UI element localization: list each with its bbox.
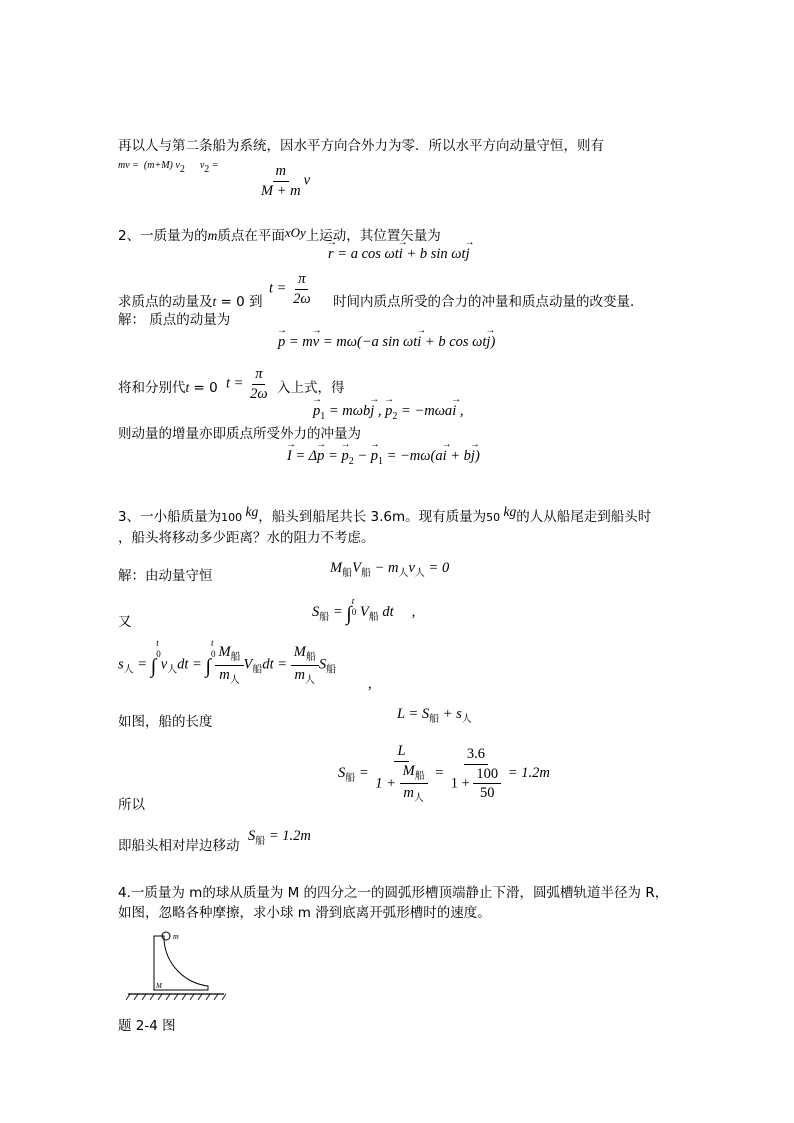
label-M: M	[156, 982, 162, 990]
equation-final: $S_船 = 1.2m$	[248, 828, 311, 847]
problem-3-line2: ，船头将移动多少距离？水的阻力不考虑。	[118, 530, 375, 546]
equation-p1-p2: → $p_1 = m\omega b\to j$ , → $p_2 = -m\omega a\to i$ ,	[313, 403, 463, 423]
problem-2-substitute: 将和分别代t = 0	[118, 380, 218, 396]
figure-quarter-arc-groove	[124, 926, 228, 1002]
equation-t-pi-2omega: t = $\frac{\pi}{2\omega}$	[269, 271, 311, 307]
equation-impulse: → I = Δ→ p = → $p_2$ − → $p_1 = -m\omega(a\to i + b\to j)$	[287, 448, 480, 468]
problem-2-substitute-b: 入上式，得	[277, 380, 345, 396]
figure-caption: 题 2-4 图	[118, 1018, 176, 1034]
text-line: 再以人与第二条船为系统，因水平方向合外力为零．所以水平方向动量守恒，则有	[118, 138, 604, 154]
equation-t-pi-2omega-2: t = $\frac{\pi}{2\omega}$	[226, 366, 268, 402]
problem-4-line2: 如图，忽略各种摩擦，求小球 m 滑到底离开弧形槽时的速度。	[118, 905, 491, 921]
problem-2-line2c: 时间内质点所受的合力的冲量和质点动量的改变量．	[333, 294, 644, 310]
equation-conservation: $M_船V_船 - m_人\nu_人 = 0$	[330, 560, 450, 579]
equation-v2-fraction: $\frac{m}{M + m}$ ν	[261, 163, 311, 199]
equation-s-person: $s_人 = \int t$ $0\nu_人dt = \int t$ 0 $\frac{M_船}{m_人}$ $V_船dt$ = $\frac{M_船}{m_人}$ $S_船$	[118, 638, 337, 686]
problem-2-increment: 则动量的增量亦即质点所受外力的冲量为	[118, 426, 361, 442]
problem-2-line1: 2、一质量为的m质点在平面xOy上运动，其位置矢量为	[118, 225, 441, 244]
equation-s-boat-result: $S_船$ = L 1 + $\frac{M_船}{m_人}$ = 3.6 1 + $\frac{100}{50}$ = 1.2m	[338, 743, 550, 805]
label-m: m	[173, 932, 179, 941]
problem-2-line2: 求质点的动量及t = 0 到	[118, 294, 263, 310]
groove-block	[154, 936, 208, 990]
equation-length: $L = S_船 + s_人$	[397, 706, 472, 725]
final-label: 即船头相对岸边移动	[118, 838, 240, 854]
equation-s-boat: $S_船 = \int t$ 0 $V_船$ dt ,	[312, 596, 416, 625]
comma: ,	[368, 676, 372, 692]
problem-3-line1: 3、一小船质量为100 kg，船头到船尾共长 3.6m。现有质量为50 kg的人从船尾走到船头时	[118, 504, 652, 525]
solution-2-label: 解： 质点的动量为	[118, 312, 231, 328]
equation-position-vector: → r = a cos ωt→ i + b sin ωt→ j	[328, 246, 470, 263]
equation-momentum: mv = (m+M) $v_2$ $v_2$ =	[118, 160, 219, 175]
ground-hatching	[126, 994, 226, 1000]
also-label: 又	[118, 614, 132, 630]
so-label: 所以	[118, 797, 145, 813]
equation-momentum-vector: → p = m→ v = mω(−a sin ωt→ i + b cos ωt→ j)	[278, 334, 495, 351]
solution-3-label: 解：由动量守恒	[118, 568, 213, 584]
figure-label: 如图，船的长度	[118, 714, 213, 730]
problem-4-line1: 4.一质量为 m的球从质量为 M 的四分之一的圆弧形槽顶端静止下滑，圆弧槽轨道半径为 R，	[118, 885, 669, 901]
